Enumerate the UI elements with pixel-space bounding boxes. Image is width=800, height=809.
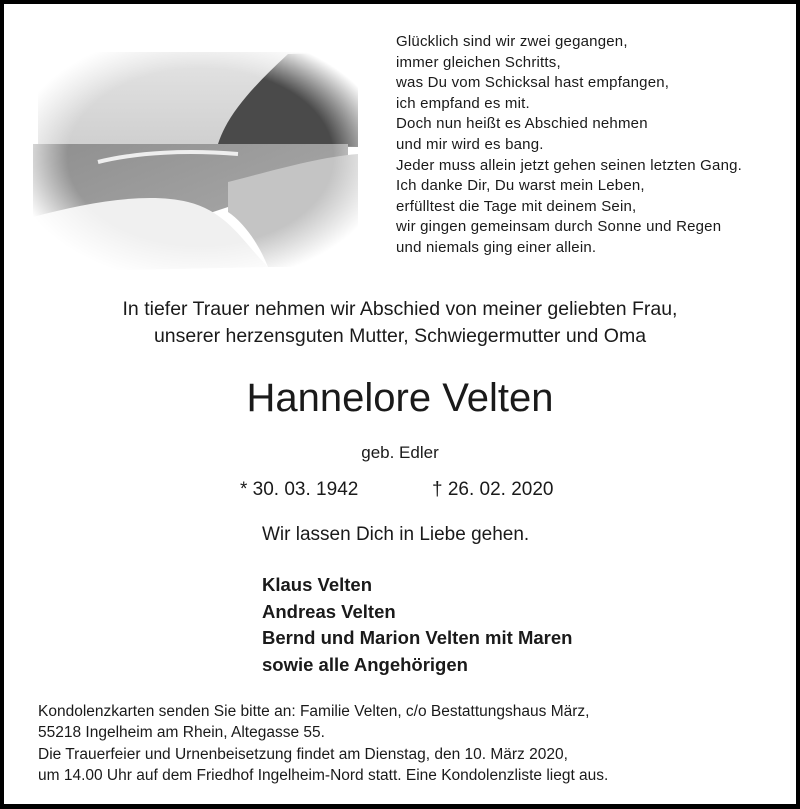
family-member: sowie alle Angehörigen <box>262 653 468 675</box>
poem-line: ich empfand es mit. <box>396 94 530 112</box>
motto: Wir lassen Dich in Liebe gehen. <box>262 524 530 545</box>
poem-line: und niemals ging einer allein. <box>396 238 597 256</box>
family-member: Klaus Velten <box>262 574 373 595</box>
poem <box>396 32 742 259</box>
intro-line: unserer herzensguten Mutter, Schwiegermutter und Oma <box>153 325 647 347</box>
maiden-name: geb. Edler <box>361 443 439 462</box>
poem-line: Doch nun heißt es Abschied nehmen <box>396 115 648 133</box>
poem-line: erfülltest die Tage mit deinem Sein, <box>396 197 637 215</box>
footer-line: Die Trauerfeier und Urnenbeisetzung findet am Dienstag, den 10. März 2020, <box>38 745 568 763</box>
intro-text <box>4 296 796 350</box>
footer-info <box>38 701 608 786</box>
beach-photo <box>28 42 373 272</box>
footer-line: Kondolenzkarten senden Sie bitte an: Familie Velten, c/o Bestattungshaus März, <box>38 703 590 720</box>
birth-date: * 30. 03. 1942 <box>240 479 359 500</box>
obituary-notice <box>4 4 796 804</box>
poem-line: was Du vom Schicksal hast empfangen, <box>396 74 670 92</box>
poem-line: immer gleichen Schritts, <box>396 53 561 71</box>
deceased-name: Hannelore Velten <box>246 376 554 420</box>
poem-line: Jeder muss allein jetzt gehen seinen letzten Gang. <box>396 156 743 174</box>
intro-line: In tiefer Trauer nehmen wir Abschied von meiner geliebten Frau, <box>122 298 678 320</box>
footer-line: um 14.00 Uhr auf dem Friedhof Ingelheim-Nord statt. Eine Kondolenzliste liegt aus. <box>38 766 609 784</box>
poem-line: Glücklich sind wir zwei gegangen, <box>396 33 628 50</box>
poem-line: und mir wird es bang. <box>396 135 544 153</box>
footer-line: 55218 Ingelheim am Rhein, Altegasse 55. <box>38 724 325 742</box>
family-member: Andreas Velten <box>262 600 396 622</box>
family-list <box>262 572 572 678</box>
death-date: † 26. 02. 2020 <box>432 479 554 500</box>
family-member: Bernd und Marion Velten mit Maren <box>262 627 573 648</box>
poem-line: Ich danke Dir, Du warst mein Leben, <box>396 177 645 195</box>
poem-line: wir gingen gemeinsam durch Sonne und Regen <box>396 218 722 236</box>
